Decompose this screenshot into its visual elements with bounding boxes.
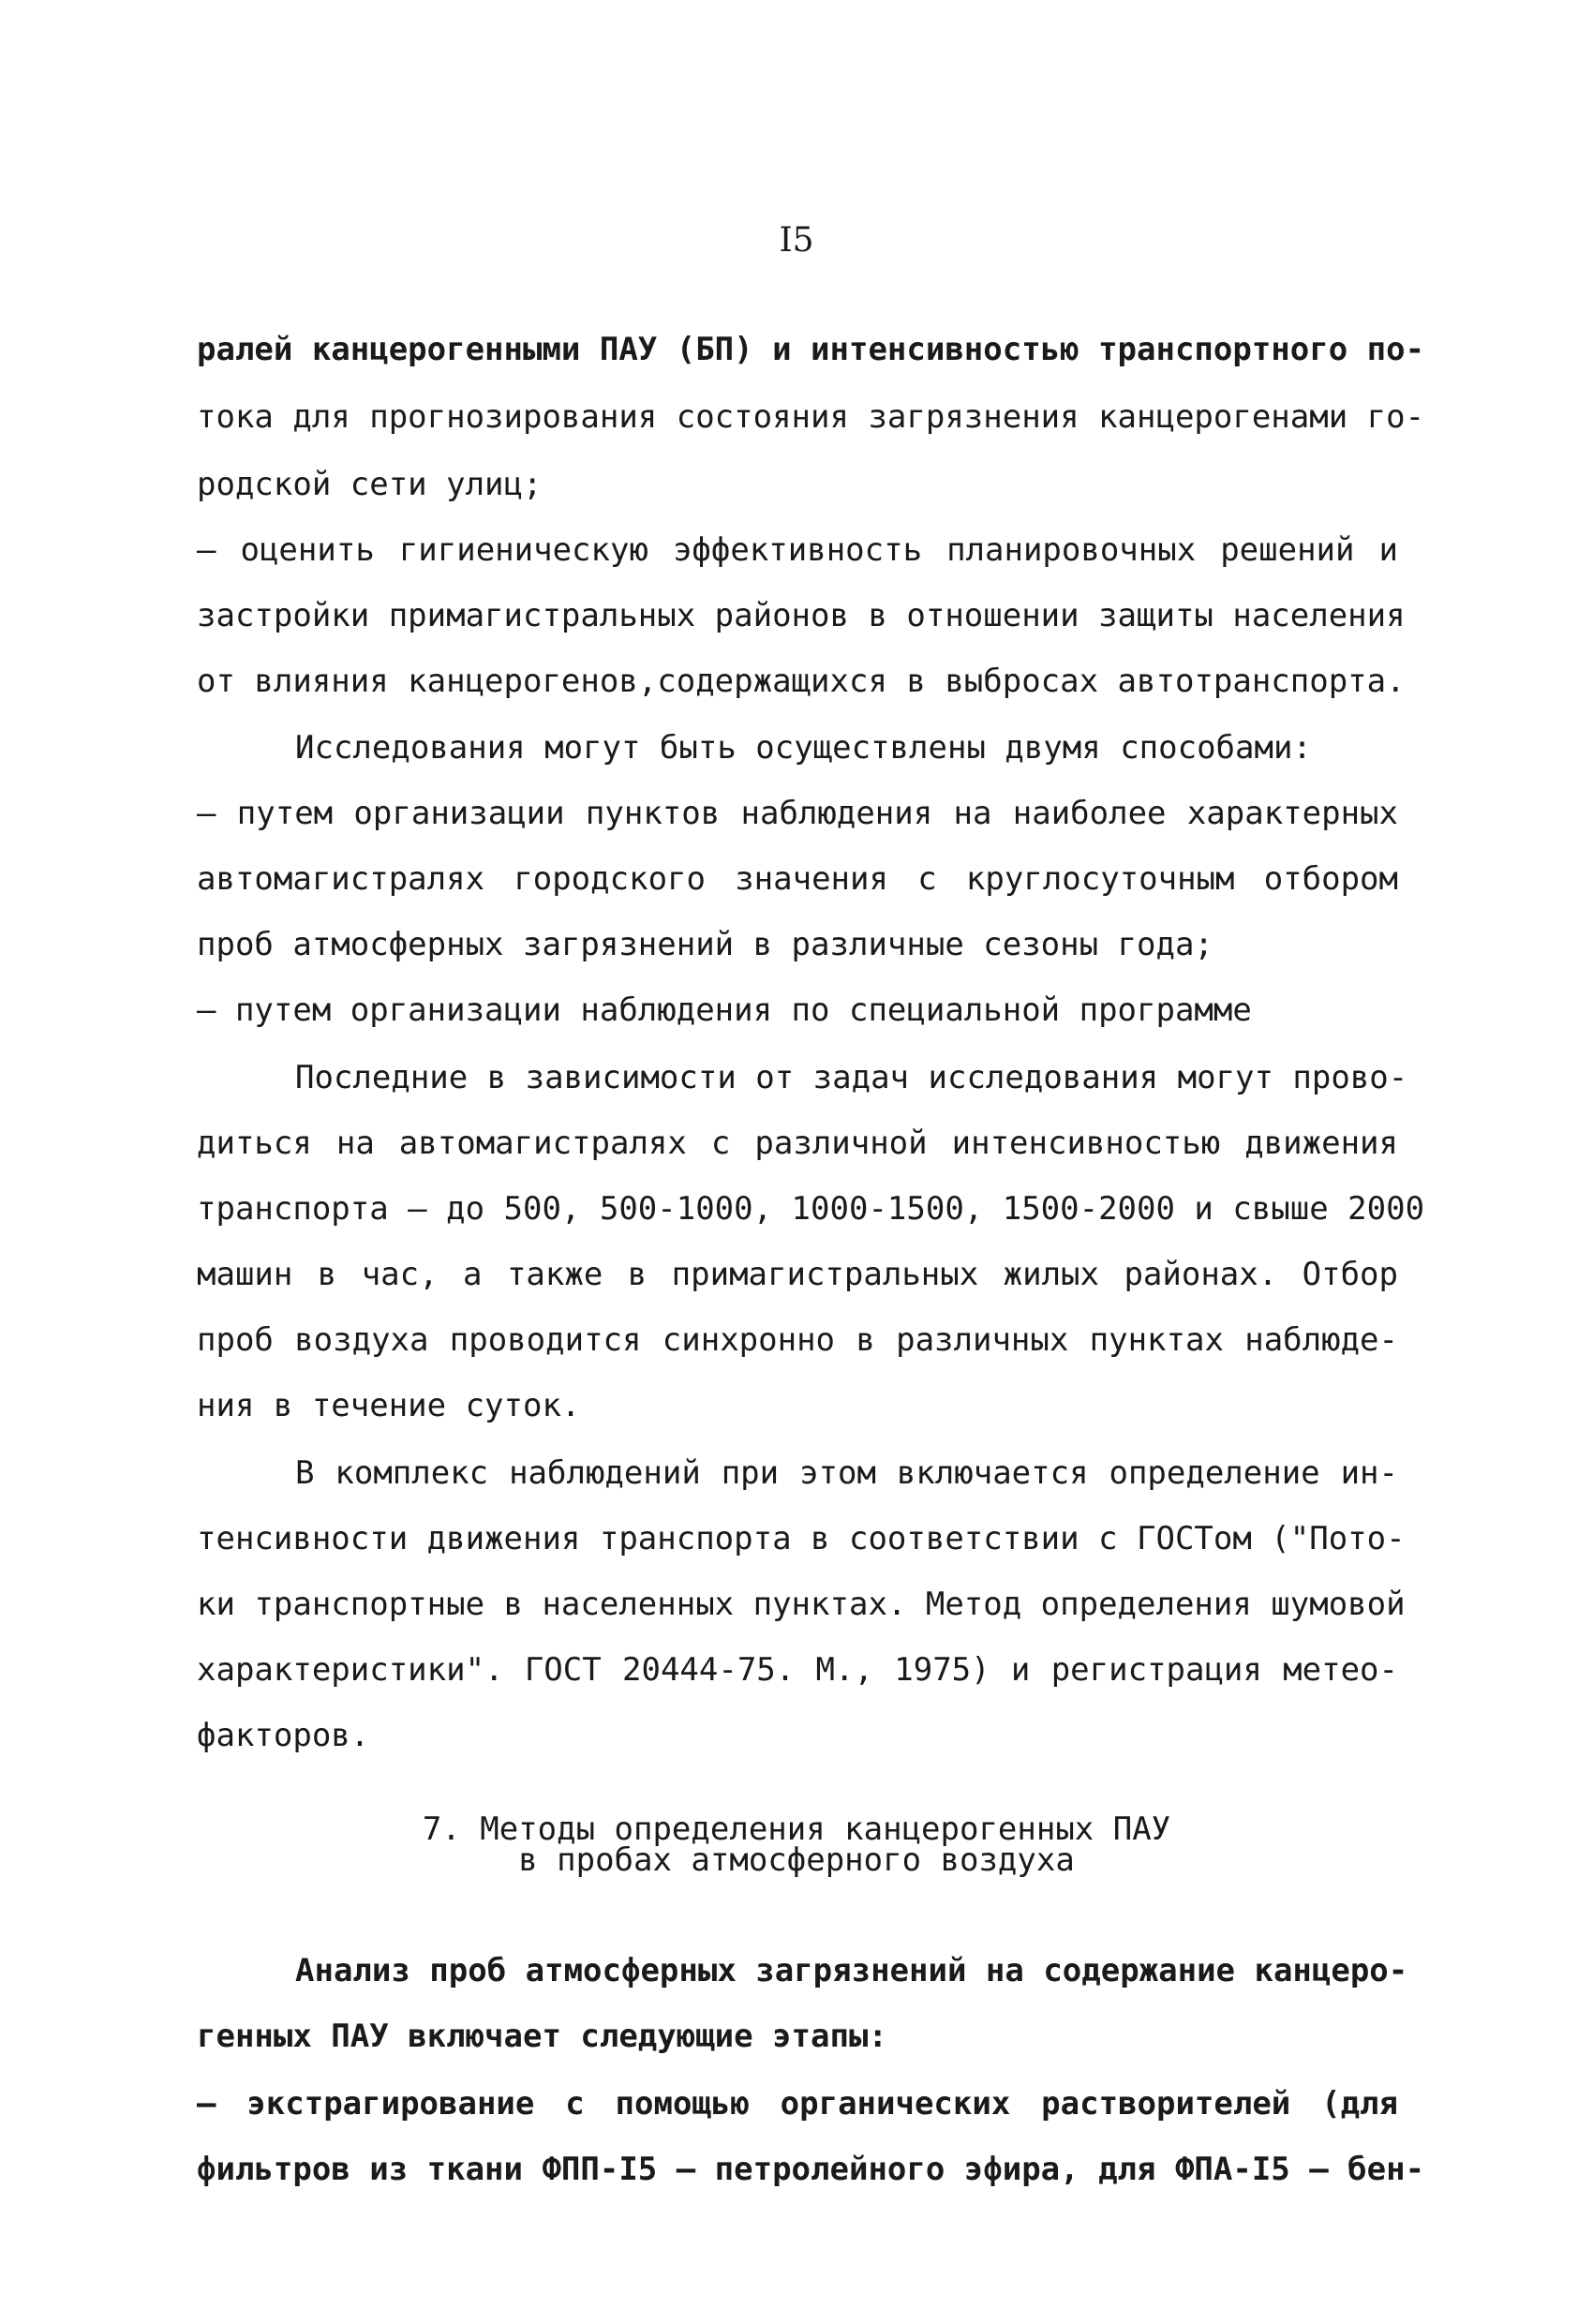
text-line: ки транспортные в населенных пунктах. Метод определения шумовой	[197, 1586, 1406, 1623]
text-line: транспорта – до 500, 500-1000, 1000-1500, 1500-2000 и свыше 2000	[197, 1190, 1425, 1228]
text-line: факторов.	[197, 1717, 370, 1754]
text-line: проб атмосферных загрязнений в различные сезоны года;	[197, 926, 1213, 963]
text-line: Последние в зависимости от задач исследования могут прово-	[295, 1059, 1408, 1096]
text-line: Анализ проб атмосферных загрязнений на содержание канцеро-	[295, 1952, 1408, 1989]
text-line: диться на автомагистралях с различной интенсивностью движения	[197, 1125, 1398, 1162]
text-line: ралей канцерогенными ПАУ (БП) и интенсивностью транспортного по-	[197, 331, 1425, 368]
text-line: – путем организации наблюдения по специальной программе	[197, 991, 1252, 1029]
text-line: застройки примагистральных районов в отношении защиты населения	[197, 597, 1406, 634]
text-line: родской сети улиц;	[197, 466, 543, 503]
text-line: машин в час, а также в примагистральных жилых районах. Отбор	[197, 1256, 1398, 1293]
text-line: Исследования могут быть осуществлены двумя способами:	[295, 729, 1312, 767]
text-line: – путем организации пунктов наблюдения на наиболее характерных	[197, 795, 1398, 832]
text-line: проб воздуха проводится синхронно в различных пунктах наблюде-	[197, 1321, 1398, 1359]
page-number: I5	[779, 221, 814, 260]
text-line: тока для прогнозирования состояния загрязнения канцерогенами го-	[197, 398, 1425, 436]
text-line: фильтров из ткани ФПП-I5 – петролейного эфира, для ФПА-I5 – бен-	[197, 2151, 1425, 2188]
text-line: генных ПАУ включает следующие этапы:	[197, 2018, 887, 2055]
text-line: – экстрагирование с помощью органических растворителей (для	[197, 2085, 1398, 2123]
text-line: В комплекс наблюдений при этом включается определение ин-	[295, 1454, 1398, 1492]
text-line: характеристики". ГОСТ 20444-75. М., 1975) и регистрация метео-	[197, 1651, 1398, 1689]
section-heading-line-2: в пробах атмосферного воздуха	[518, 1841, 1075, 1879]
text-line: от влияния канцерогенов,содержащихся в выбросах автотранспорта.	[197, 663, 1406, 700]
text-line: – оценить гигиеническую эффективность планировочных решений и	[197, 531, 1398, 569]
section-heading-line-1: 7. Методы определения канцерогенных ПАУ	[422, 1810, 1171, 1848]
text-line: ния в течение суток.	[197, 1387, 581, 1424]
text-line: автомагистралях городского значения с круглосуточным отбором	[197, 860, 1398, 898]
text-line: тенсивности движения транспорта в соответствии с ГОСТом ("Пото-	[197, 1520, 1406, 1557]
